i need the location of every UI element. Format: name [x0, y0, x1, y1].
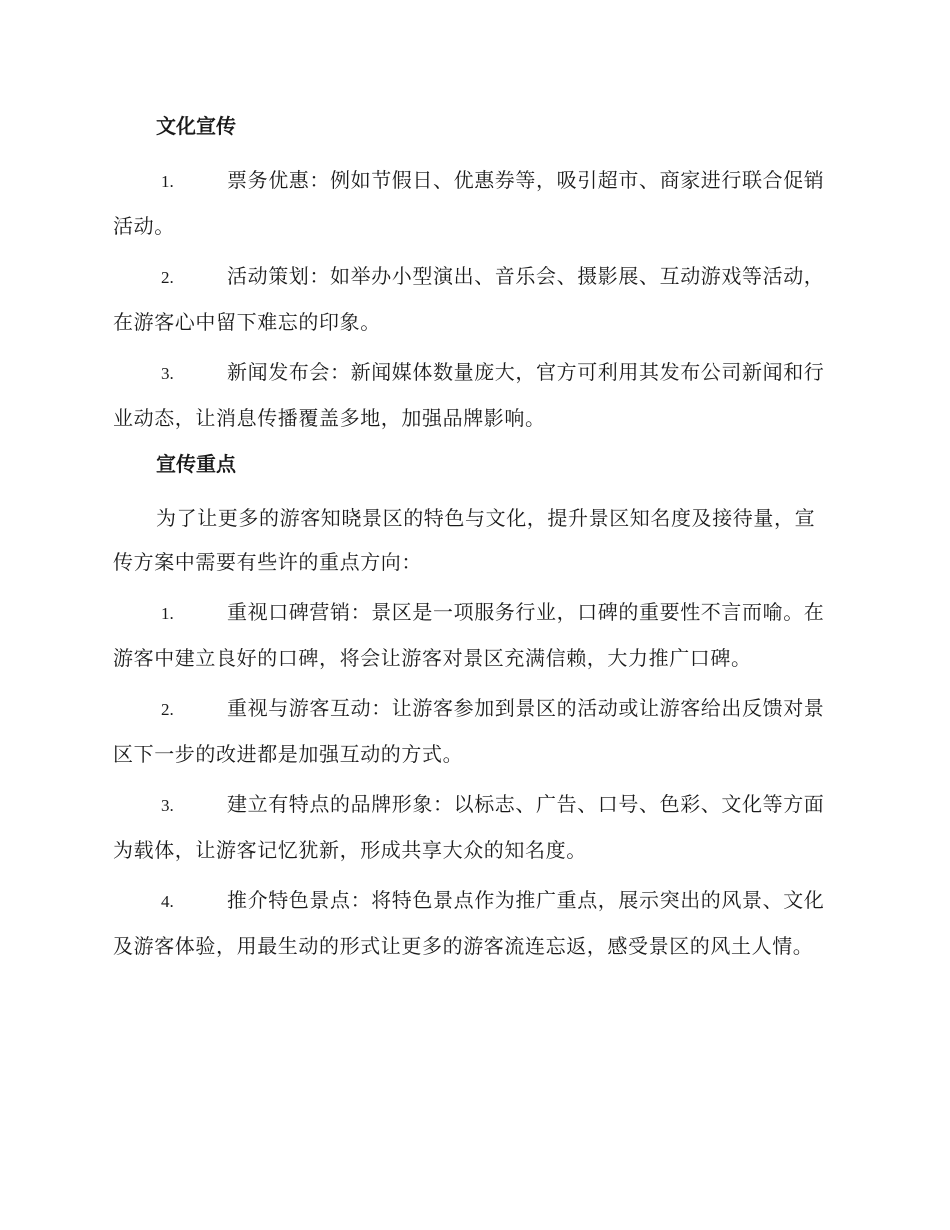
list-item-text: 重视口碑营销：景区是一项服务行业，口碑的重要性不言而喻。在游客中建立良好的口碑，将会让游客对景区充满信赖，大力推广口碑。	[113, 600, 825, 670]
list-item-text: 推介特色景点：将特色景点作为推广重点，展示突出的风景、文化及游客体验，用最生动的形式让更多的游客流连忘返，感受景区的风土人情。	[113, 888, 825, 958]
section-heading-culture: 文化宣传	[156, 114, 236, 138]
list-number: 3.	[161, 796, 174, 815]
list-number: 1.	[161, 172, 174, 191]
list-item	[113, 686, 835, 776]
intro-paragraph: 为了让更多的游客知晓景区的特色与文化，提升景区知名度及接待量，宣传方案中需要有些许的重点方向：	[113, 506, 816, 574]
list-number: 3.	[161, 364, 174, 383]
section-heading-focus: 宣传重点	[156, 452, 236, 476]
list-item	[113, 878, 835, 968]
list-item	[113, 158, 835, 248]
list-item-text: 活动策划：如举办小型演出、音乐会、摄影展、互动游戏等活动，在游客心中留下难忘的印象。	[113, 264, 825, 334]
list-item	[113, 254, 835, 344]
list-item-text: 建立有特点的品牌形象：以标志、广告、口号、色彩、文化等方面为载体，让游客记忆犹新，形成共享大众的知名度。	[113, 792, 825, 862]
list-number: 4.	[161, 892, 174, 911]
list-item	[113, 590, 835, 680]
list-item	[113, 350, 835, 440]
list-item-text: 票务优惠：例如节假日、优惠券等，吸引超市、商家进行联合促销活动。	[113, 168, 825, 238]
document-content	[113, 108, 835, 974]
list-item-text: 重视与游客互动：让游客参加到景区的活动或让游客给出反馈对景区下一步的改进都是加强互动的方式。	[113, 696, 825, 766]
list-number: 2.	[161, 700, 174, 719]
list-item	[113, 782, 835, 872]
list-number: 2.	[161, 268, 174, 287]
list-number: 1.	[161, 604, 174, 623]
list-item-text: 新闻发布会：新闻媒体数量庞大，官方可利用其发布公司新闻和行业动态，让消息传播覆盖多地，加强品牌影响。	[113, 360, 825, 430]
